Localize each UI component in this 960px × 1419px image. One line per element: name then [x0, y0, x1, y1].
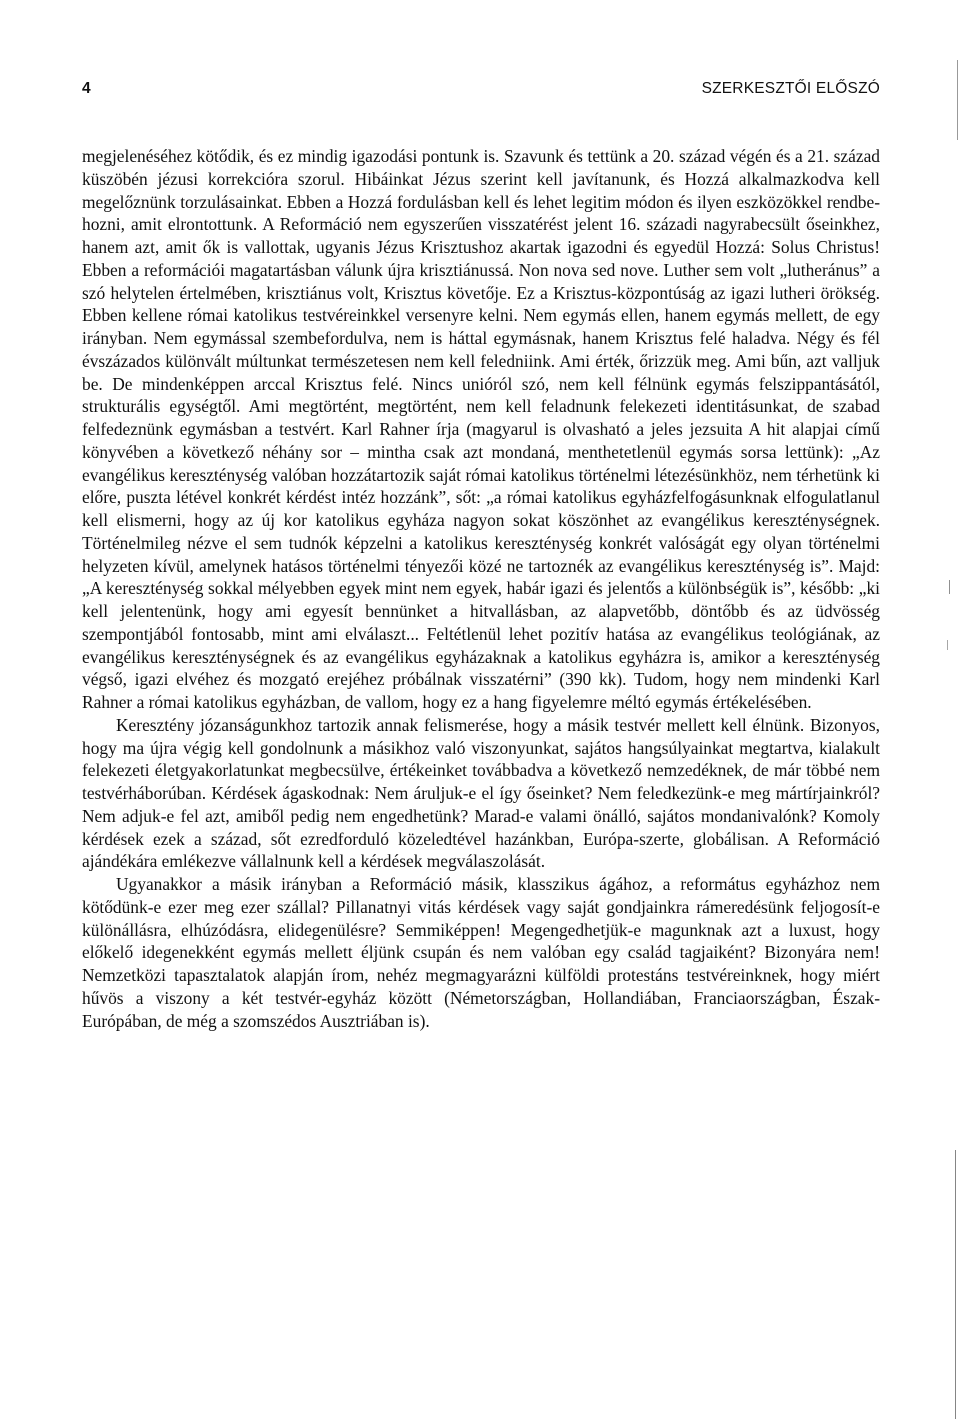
scan-mark	[949, 580, 950, 594]
body-text	[82, 145, 880, 1032]
running-head: SZERKESZTŐI ELŐSZÓ	[701, 80, 880, 97]
paragraph-2: Keresztény józanságunkhoz tartozik annak felismerése, hogy a másik testvér mellett kell élnünk. Bizonyos, hogy ma újra végig kell gondolnunk a másikhoz való viszonyunkat, sajátos hangsúlyainkat megtartva, kialakult felekezeti életgyakorlatunkat megbecsülve, értékeinket továbbadva a következő nemzedéknek, de már többé nem testvérháborúban. Kérdések ágaskodnak: Nem áruljuk-e el így őseinket? Nem feledkezünk-e meg mártírjainkról? Nem adjuk-e fel azt, amiből pedig nem engedhetünk? Marad-e valami önálló, sajátos mondanivalónk? Komoly kérdések ezek a század, sőt ezredforduló közeledtével hazánkban, Európa-szerte, globálisan. A Reformáció ajándékára emlékezve vállalnunk kell a kérdések megválaszolását.	[82, 714, 880, 872]
page-number: 4	[82, 80, 91, 97]
scan-edge-line	[957, 60, 958, 140]
scan-edge-line	[955, 1150, 956, 1419]
scan-mark	[947, 640, 948, 650]
paragraph-1: megjelenéséhez kötődik, és ez mindig igazodási pontunk is. Szavunk és tettünk a 20. század végén és a 21. század küszöbén jézusi korrekcióra szorul. Hibáinkat Jézus szerint kell javítanunk, és Hozzá alkalmazkodva kell megelőznünk torzulásainkat. Ebben a Hozzá fordulásban kell és lehet legitim módon és ilyen eszközökkel rendbehozni, amit elrontottunk. A Reformáció nem egyszerűen visszatérést jelent 16. századi nagyrabecsült őseinkhez, hanem azt, amit ők is vallottak, ugyanis Jézus Krisztushoz akartak igazodni és egyedül Hozzá: Solus Christus! Ebben a reformációi magatartásban válunk újra krisztiánussá. Non nova sed nove. Luther sem volt „lutheránus” a szó helytelen értelmében, krisztiánus volt, Krisztus követője. Ez a Krisztus-központúság az igazi lutheri örökség. Ebben kellene római katolikus testvéreinkkel versenyre kelni. Nem egymás ellen, hanem egymás mellett, de egy irányban. Nem egymással szembefordulva, nem is háttal egymásnak, hanem Krisztus felé haladva. Négy és fél évszázados különvált múltunkat természetesen nem kell feledniink. Ami érték, őrizzük meg. Ami bűn, azt valljuk be. De mindenképpen arccal Krisztus felé. Nincs unióról szó, nem kell félnünk egymás felszippantásától, strukturális egységtől. Ami megtörtént, megtörtént, nem kell feladnunk felekezeti identitásunkat, de szabad felfedeznünk egymásban a testvért. Karl Rahner írja (magyarul is olvasható a jeles jezsuita A hit alapjai című könyvében a következő néhány sor – mintha csak azt mondaná, menthetetlenül egymás sorsa lettünk): „Az evangélikus kereszténység valóban hozzátartozik saját római katolikus történelmi létezésünkhöz, nem térhetünk ki előre, puszta létével konkrét kérdést intéz hozzánk”, sőt: „a római katolikus egyházfelfogásunknak elfogulatlanul kell elismerni, hogy az új kor katolikus egyháza nagyon sokat köszönhet az evangélikus kereszténységnek. Történelmileg nézve el sem tudnók képzelni a katolikus kereszténység konkrét valóságát egy olyan történelmi helyzeten kívül, amelynek hatásos történelmi tényezői közé ne tartoznék az evangélikus kereszténység is”. Majd: „A kereszténység sokkal mélyebben egyek mint nem egyek, habár igazi és jelentős a különbségük is”, később: „ki kell jelentenünk, hogy ami egyesít bennünket a hitvallásban, az alapvetőbb, döntőbb és az üdvösség szempontjából fontosabb, mint ami elválaszt... Feltétlenül lehet pozitív hatása az evangélikus teológiának, az evangélikus kereszténységnek és az evangélikus egyházaknak a katolikus egyházra is, amikor a kereszténység végső, igazi elvéhez és mozgató erejéhez próbálnak visszatérni” (390 kk). Tudom, hogy nem mindenki Karl Rahner a római katolikus egyházban, de vallom, hogy ez a hang figyelemre méltó egymás értékelésében.	[82, 146, 880, 712]
page-header	[82, 80, 880, 102]
paragraph-3: Ugyanakkor a másik irányban a Reformáció másik, klasszikus ágához, a református egyházhoz nem kötődünk-e ezer meg ezer szállal? Pillanatnyi vitás kérdések vagy saját gondjainkra rámeredésünk feljogosít-e különállásra, elhúzódásra, elidegenülésre? Semmiképpen! Megengedhetjük-e magunknak azt a luxust, hogy előkelő idegenekként egymás mellett éljünk csupán és nem valóban egy család tagjaiként? Bizonyára nem! Nemzetközi tapasztalatok alapján írom, nehéz megmagyarázni külföldi protestáns testvéreinknek, hogy miért hűvös a viszony a két testvér-egyház között (Németországban, Hollandiában, Franciaországban, Észak-Európában, de még a szomszédos Ausztriában is).	[82, 874, 880, 1031]
